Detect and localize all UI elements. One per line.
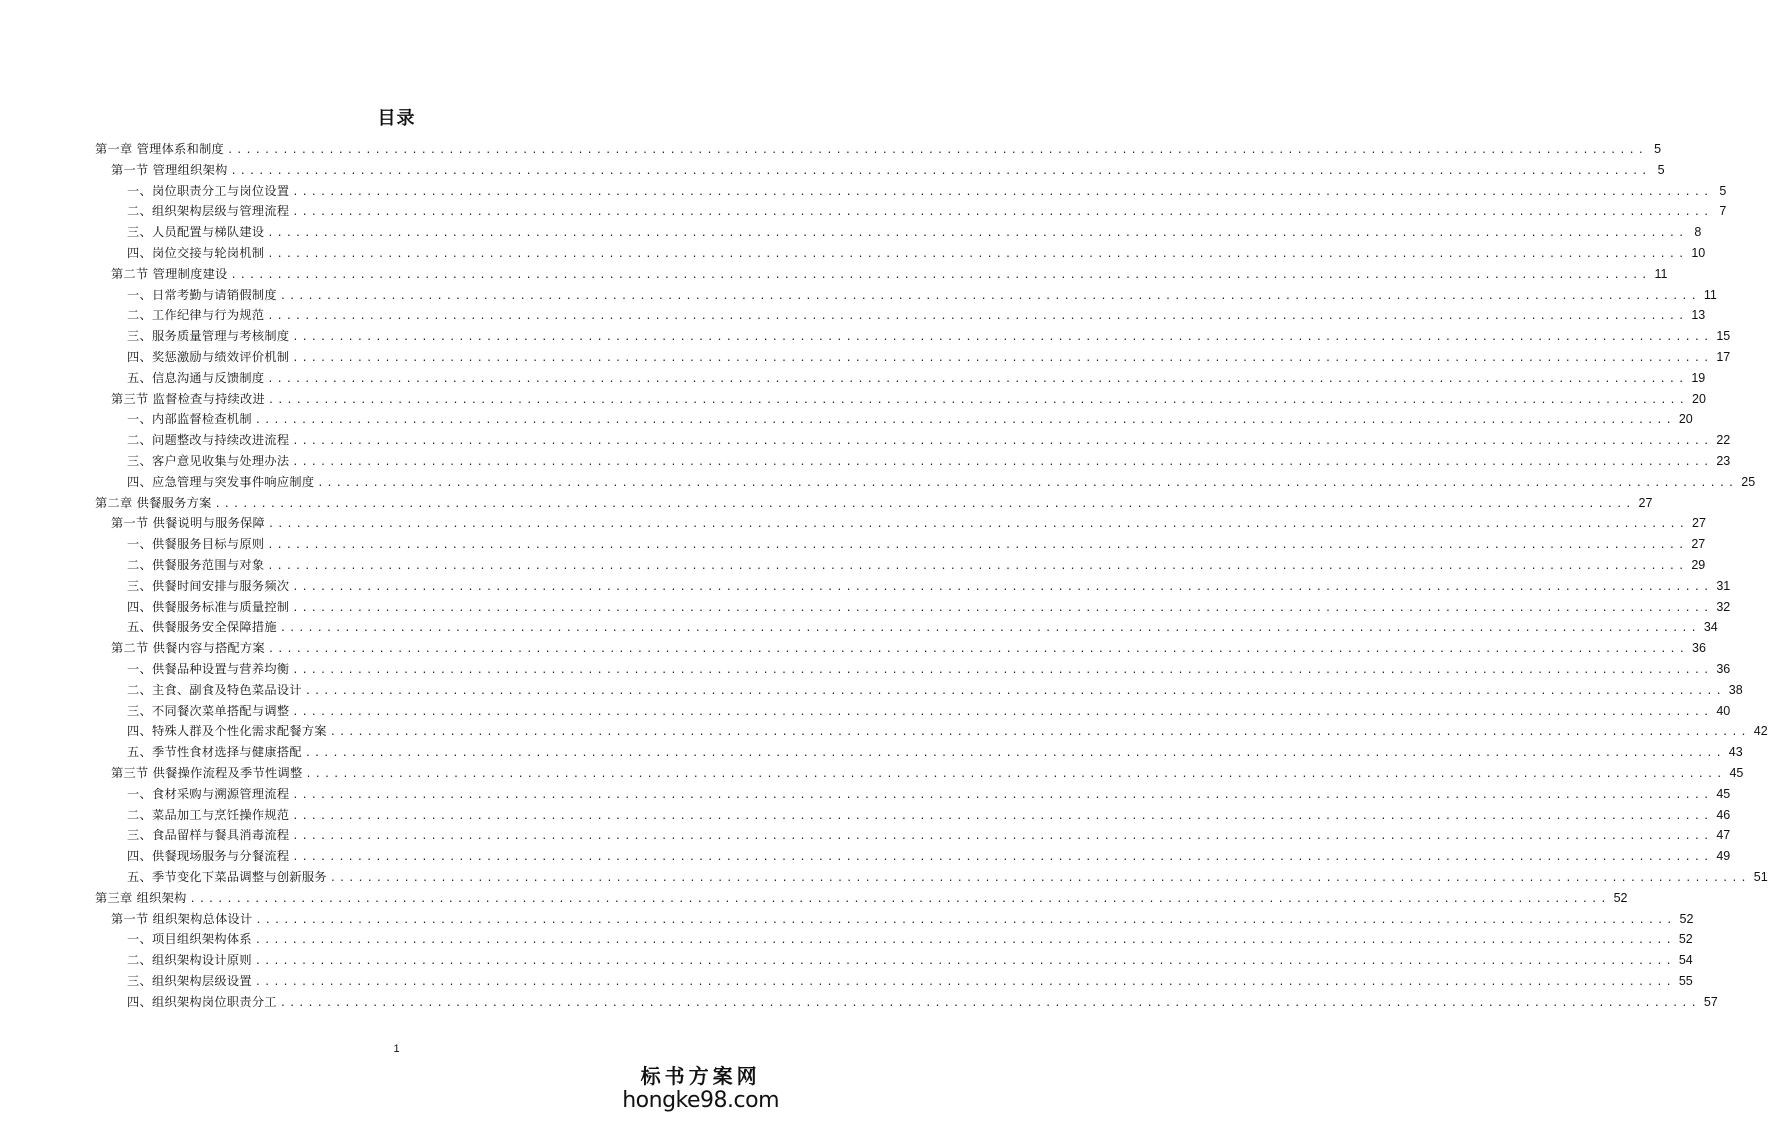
- toc-entry-label: 第一章 管理体系和制度: [95, 142, 225, 156]
- toc-dot-leader: ..........................................................................................................................................................: [292, 602, 1713, 614]
- toc-dot-leader: ..........................................................................................................................................................: [292, 207, 1713, 219]
- toc-dot-leader: ..........................................................................................................................................................: [267, 249, 1688, 260]
- toc-dot-leader: ..........................................................................................................................................................: [267, 311, 1688, 323]
- toc-entry[interactable]: [127, 701, 1731, 722]
- toc-entry[interactable]: [127, 368, 1706, 389]
- toc-entry-page: 13: [1691, 308, 1706, 323]
- toc-entry-label: 一、供餐品种设置与营养均衡: [127, 662, 290, 676]
- toc-entry[interactable]: [127, 617, 1718, 638]
- toc-dot-leader: ..........................................................................................................................................................: [292, 789, 1713, 801]
- toc-entry-page: 52: [1613, 890, 1628, 905]
- toc-entry-label: 二、组织架构设计原则: [127, 953, 252, 968]
- toc-dot-leader: ..........................................................................................................................................................: [292, 852, 1713, 864]
- toc-entry-label: 三、供餐时间安排与服务频次: [127, 578, 290, 593]
- toc-entry-page: 5: [1654, 142, 1662, 156]
- toc-entry-page: 51: [1753, 870, 1768, 884]
- toc-entry[interactable]: [127, 181, 1727, 202]
- toc-entry-label: 第一节 供餐说明与服务保障: [111, 516, 266, 531]
- toc-entry-label: 一、食材采购与溯源管理流程: [127, 786, 290, 801]
- toc-entry-label: 四、供餐现场服务与分餐流程: [127, 849, 290, 864]
- toc-entry[interactable]: [95, 139, 1662, 160]
- toc-entry-page: 57: [1703, 994, 1718, 1009]
- toc-entry-label: 一、内部监督检查机制: [127, 412, 252, 427]
- toc-dot-leader: ..........................................................................................................................................................: [279, 290, 1700, 302]
- toc-entry-page: 15: [1716, 329, 1731, 344]
- toc-entry[interactable]: [127, 409, 1693, 430]
- toc-entry-page: 27: [1692, 516, 1706, 531]
- toc-entry-page: 52: [1679, 911, 1694, 926]
- toc-entry-label: 三、食品留样与餐具消毒流程: [127, 828, 290, 843]
- toc-entry-page: 55: [1678, 974, 1693, 988]
- toc-title: 目录: [377, 108, 416, 129]
- toc-entry-page: 45: [1729, 766, 1744, 780]
- toc-entry[interactable]: [127, 846, 1731, 867]
- watermark-url: hongke98.com: [622, 1088, 779, 1113]
- toc-entry-page: 5: [1657, 162, 1665, 177]
- toc-entry-label: 第二节 管理制度建设: [111, 266, 228, 281]
- toc-dot-leader: ..........................................................................................................................................................: [230, 269, 1651, 281]
- toc-entry-page: 34: [1703, 620, 1718, 635]
- toc-entry-label: 二、组织架构层级与管理流程: [127, 204, 290, 219]
- toc-entry-page: 7: [1719, 204, 1727, 219]
- toc-dot-leader: ..........................................................................................................................................................: [304, 748, 1725, 760]
- toc-entry-page: 20: [1678, 412, 1693, 427]
- toc-dot-leader: ..........................................................................................................................................................: [292, 581, 1713, 593]
- toc-entry-label: 一、岗位职责分工与岗位设置: [127, 183, 290, 198]
- toc-entry-page: 20: [1692, 391, 1706, 406]
- toc-entry-label: 四、奖惩激励与绩效评价机制: [127, 350, 290, 364]
- toc-dot-leader: ..........................................................................................................................................................: [292, 457, 1713, 468]
- toc-entry[interactable]: [127, 534, 1706, 555]
- toc-dot-leader: ..........................................................................................................................................................: [317, 477, 1738, 489]
- toc-entry[interactable]: [127, 305, 1706, 326]
- toc-entry-page: 27: [1691, 537, 1706, 552]
- toc-dot-leader: ..........................................................................................................................................................: [292, 665, 1713, 676]
- toc-entry-label: 四、岗位交接与轮岗机制: [127, 246, 265, 260]
- toc-entry-page: 42: [1753, 724, 1768, 739]
- toc-entry-label: 四、供餐服务标准与质量控制: [127, 599, 290, 614]
- toc-entry[interactable]: [127, 201, 1727, 222]
- toc-entry[interactable]: [127, 430, 1731, 451]
- toc-dot-leader: ..........................................................................................................................................................: [189, 893, 1610, 905]
- toc-dot-leader: ..........................................................................................................................................................: [268, 644, 1688, 656]
- toc-entry-label: 一、项目组织架构体系: [127, 932, 252, 947]
- toc-dot-leader: ..........................................................................................................................................................: [254, 935, 1675, 947]
- toc-entry[interactable]: [127, 825, 1731, 846]
- toc-entry[interactable]: [127, 971, 1693, 992]
- toc-entry-label: 三、客户意见收集与处理办法: [127, 454, 290, 468]
- toc-entry-page: 31: [1716, 578, 1731, 593]
- toc-dot-leader: ..........................................................................................................................................................: [255, 914, 1676, 926]
- toc-entry-label: 第三节 监督检查与持续改进: [111, 391, 266, 406]
- toc-entry-label: 五、季节性食材选择与健康搭配: [127, 745, 302, 760]
- toc-entry[interactable]: [127, 555, 1706, 576]
- toc-entry-label: 四、应急管理与突发事件响应制度: [127, 474, 315, 489]
- toc-entry-label: 第一节 组织架构总体设计: [111, 911, 253, 926]
- toc-entry-label: 二、工作纪律与行为规范: [127, 308, 265, 323]
- toc-entry[interactable]: [127, 742, 1743, 763]
- toc-entry-label: 二、问题整改与持续改进流程: [127, 433, 290, 448]
- toc-dot-leader: ..........................................................................................................................................................: [292, 706, 1713, 718]
- toc-entry-page: 40: [1716, 703, 1731, 718]
- toc-dot-leader: ..........................................................................................................................................................: [279, 623, 1700, 635]
- toc-entry-page: 23: [1716, 454, 1731, 468]
- toc-dot-leader: ..........................................................................................................................................................: [292, 186, 1713, 198]
- toc-entry-label: 第二节 供餐内容与搭配方案: [111, 641, 266, 656]
- toc-entry-page: 36: [1692, 641, 1706, 656]
- toc-entry-label: 三、人员配置与梯队建设: [127, 225, 265, 240]
- toc-entry-page: 45: [1716, 786, 1731, 801]
- toc-dot-leader: ..........................................................................................................................................................: [292, 353, 1713, 364]
- toc-dot-leader: ..........................................................................................................................................................: [304, 685, 1725, 697]
- toc-dot-leader: ..........................................................................................................................................................: [267, 540, 1688, 552]
- toc-dot-leader: ..........................................................................................................................................................: [268, 519, 1688, 531]
- toc-dot-leader: ..........................................................................................................................................................: [292, 810, 1713, 822]
- toc-dot-leader: ..........................................................................................................................................................: [254, 977, 1675, 988]
- toc-entry[interactable]: [111, 763, 1744, 784]
- toc-dot-leader: ..........................................................................................................................................................: [305, 769, 1726, 780]
- toc-entry[interactable]: [127, 285, 1717, 306]
- toc-entry[interactable]: [127, 680, 1743, 701]
- watermark-brand: 标书方案网: [640, 1064, 761, 1088]
- toc-entry-page: 54: [1678, 953, 1693, 968]
- toc-entry-page: 29: [1691, 558, 1706, 572]
- toc-entry[interactable]: [127, 326, 1731, 347]
- toc-entry[interactable]: [127, 721, 1768, 742]
- toc-dot-leader: ..........................................................................................................................................................: [230, 165, 1651, 177]
- toc-entry-label: 一、供餐服务目标与原则: [127, 537, 265, 552]
- toc-entry-page: 10: [1691, 246, 1706, 260]
- toc-entry-label: 二、主食、副食及特色菜品设计: [127, 682, 302, 697]
- toc-dot-leader: ..........................................................................................................................................................: [267, 373, 1688, 385]
- toc-entry-page: 17: [1716, 350, 1731, 364]
- toc-dot-leader: ..........................................................................................................................................................: [292, 831, 1713, 843]
- toc-dot-leader: ..........................................................................................................................................................: [279, 997, 1700, 1009]
- toc-entry-label: 二、菜品加工与烹饪操作规范: [127, 807, 290, 822]
- toc-entry[interactable]: [111, 638, 1706, 659]
- toc-entry-page: 43: [1728, 745, 1743, 760]
- toc-entry[interactable]: [127, 950, 1693, 971]
- toc-entry-label: 四、特殊人群及个性化需求配餐方案: [127, 724, 327, 739]
- toc-entry-page: 46: [1716, 807, 1731, 822]
- toc-entry[interactable]: [127, 784, 1731, 805]
- toc-entry-page: 49: [1716, 849, 1731, 864]
- toc-entry[interactable]: [127, 992, 1718, 1013]
- page-number: 1: [393, 1043, 400, 1055]
- toc-entry-label: 三、不同餐次菜单搭配与调整: [127, 703, 290, 718]
- toc-entry-label: 第一节 管理组织架构: [111, 162, 228, 177]
- toc-entry-page: 52: [1678, 932, 1693, 947]
- toc-entry-page: 27: [1638, 495, 1653, 510]
- toc-entry[interactable]: [127, 472, 1756, 493]
- toc-entry-page: 11: [1703, 287, 1717, 302]
- toc-entry-label: 五、信息沟通与反馈制度: [127, 370, 265, 385]
- toc-entry-page: 11: [1654, 266, 1668, 281]
- toc-entry[interactable]: [95, 888, 1628, 909]
- toc-entry[interactable]: [127, 659, 1731, 680]
- toc-entry-label: 三、组织架构层级设置: [127, 974, 252, 988]
- watermark-logo[interactable]: [622, 1064, 779, 1114]
- toc-entry-page: 36: [1716, 662, 1731, 676]
- toc-dot-leader: ..........................................................................................................................................................: [267, 228, 1688, 240]
- toc-dot-leader: ..........................................................................................................................................................: [329, 873, 1750, 884]
- toc-entry[interactable]: [111, 160, 1665, 181]
- toc-entry-page: 47: [1716, 828, 1731, 843]
- toc-dot-leader: ..........................................................................................................................................................: [227, 145, 1648, 156]
- toc-entry-label: 四、组织架构岗位职责分工: [127, 994, 277, 1009]
- toc-dot-leader: ..........................................................................................................................................................: [292, 436, 1713, 448]
- toc-entry[interactable]: [127, 451, 1731, 472]
- toc-entry[interactable]: [111, 389, 1706, 410]
- toc-entry-page: 38: [1728, 682, 1743, 697]
- toc-entry[interactable]: [127, 805, 1731, 826]
- toc-entry-label: 二、供餐服务范围与对象: [127, 558, 265, 572]
- toc-entry[interactable]: [111, 909, 1694, 930]
- toc-entry[interactable]: [127, 243, 1706, 264]
- toc-entry-page: 25: [1741, 474, 1756, 489]
- toc-dot-leader: ..........................................................................................................................................................: [268, 394, 1688, 406]
- toc-entry-page: 19: [1691, 370, 1706, 385]
- toc-entry[interactable]: [111, 513, 1706, 534]
- toc-dot-leader: ..........................................................................................................................................................: [254, 415, 1675, 427]
- toc-entry-page: 5: [1719, 183, 1727, 198]
- toc-entry-label: 第二章 供餐服务方案: [95, 495, 212, 510]
- toc-entry-page: 32: [1716, 599, 1731, 614]
- toc-entry-label: 五、供餐服务安全保障措施: [127, 620, 277, 635]
- toc-dot-leader: ..........................................................................................................................................................: [329, 727, 1750, 739]
- toc-entry-label: 一、日常考勤与请销假制度: [127, 287, 277, 302]
- toc-entry[interactable]: [127, 929, 1693, 950]
- toc-entry[interactable]: [127, 222, 1702, 243]
- toc-dot-leader: ..........................................................................................................................................................: [292, 332, 1713, 344]
- toc-dot-leader: ..........................................................................................................................................................: [267, 561, 1688, 572]
- toc-dot-leader: ..........................................................................................................................................................: [254, 956, 1675, 968]
- toc-dot-leader: ..........................................................................................................................................................: [214, 498, 1635, 510]
- toc-entry[interactable]: [111, 264, 1668, 285]
- toc-entry[interactable]: [127, 347, 1731, 368]
- toc-entry-label: 第三节 供餐操作流程及季节性调整: [111, 766, 303, 780]
- toc-entry[interactable]: [127, 867, 1768, 888]
- toc-entry[interactable]: [95, 493, 1653, 514]
- toc-entry[interactable]: [127, 576, 1731, 597]
- toc-entry-page: 22: [1716, 433, 1731, 448]
- toc-entry-label: 三、服务质量管理与考核制度: [127, 329, 290, 344]
- toc-entry-label: 第三章 组织架构: [95, 890, 187, 905]
- toc-entry-page: 8: [1694, 225, 1702, 240]
- toc-entry[interactable]: [127, 597, 1731, 618]
- toc-entry-label: 五、季节变化下菜品调整与创新服务: [127, 870, 327, 884]
